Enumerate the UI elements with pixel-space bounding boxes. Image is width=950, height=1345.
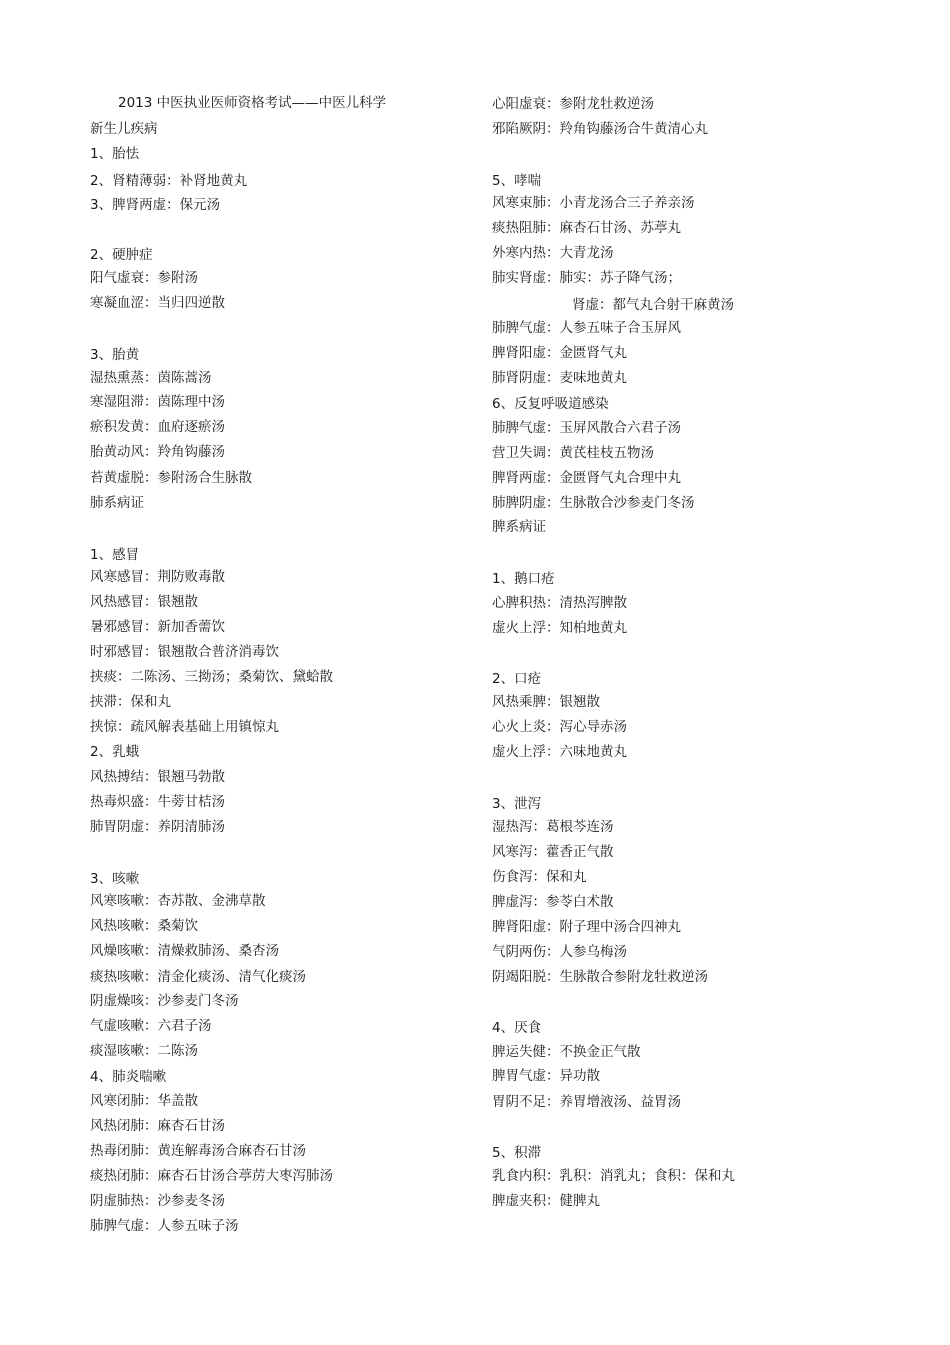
prescription-line: 痰热阻肺：麻杏石甘汤、苏葶丸	[492, 220, 681, 236]
page-title: 2013 中医执业医师资格考试——中医儿科学	[118, 95, 387, 111]
section-heading: 3、泄泻	[492, 796, 542, 812]
prescription-line: 肺肾阴虚：麦味地黄丸	[492, 370, 627, 386]
section-heading: 3、脾肾两虚：保元汤	[90, 197, 221, 213]
prescription-line: 风热感冒：银翘散	[90, 594, 198, 610]
prescription-line: 风热搏结：银翘马勃散	[90, 769, 225, 785]
section-heading: 6、反复呼吸道感染	[492, 396, 609, 412]
prescription-line: 寒湿阻滞：茵陈理中汤	[90, 394, 225, 410]
prescription-line: 伤食泻：保和丸	[492, 869, 587, 885]
prescription-line: 心阳虚衰：参附龙牡救逆汤	[492, 96, 654, 112]
prescription-line: 脾肾两虚：金匮肾气丸合理中丸	[492, 470, 681, 486]
section-heading: 2、硬肿症	[90, 247, 153, 263]
prescription-line: 脾运失健：不换金正气散	[492, 1044, 641, 1060]
section-heading: 2、乳蛾	[90, 744, 140, 760]
section-heading: 3、咳嗽	[90, 871, 140, 887]
prescription-line: 痰湿咳嗽：二陈汤	[90, 1043, 198, 1059]
section-heading: 3、胎黄	[90, 347, 140, 363]
prescription-line: 挟滞：保和丸	[90, 694, 171, 710]
prescription-line: 湿热泻：葛根芩连汤	[492, 819, 614, 835]
prescription-line: 寒凝血涩：当归四逆散	[90, 295, 225, 311]
section-heading: 肺系病证	[90, 495, 144, 511]
prescription-line: 热毒炽盛：牛蒡甘桔汤	[90, 794, 225, 810]
prescription-line: 风寒泻：藿香正气散	[492, 844, 614, 860]
prescription-line: 风寒感冒：荆防败毒散	[90, 569, 225, 585]
prescription-line: 肺脾阴虚：生脉散合沙参麦门冬汤	[492, 495, 695, 511]
prescription-line: 脾虚夹积：健脾丸	[492, 1193, 600, 1209]
prescription-line: 瘀积发黄：血府逐瘀汤	[90, 419, 225, 435]
prescription-line: 阴竭阳脱：生脉散合参附龙牡救逆汤	[492, 969, 708, 985]
section-heading: 1、感冒	[90, 547, 140, 563]
prescription-line: 胎黄动风：羚角钩藤汤	[90, 444, 225, 460]
prescription-line: 邪陷厥阴：羚角钩藤汤合牛黄清心丸	[492, 121, 708, 137]
prescription-line: 挟痰：二陈汤、三拗汤；桑菊饮、黛蛤散	[90, 669, 333, 685]
prescription-line: 风寒束肺：小青龙汤合三子养亲汤	[492, 195, 695, 211]
prescription-line: 肺实肾虚：肺实：苏子降气汤；	[492, 270, 681, 286]
prescription-line: 风寒闭肺：华盖散	[90, 1093, 198, 1109]
prescription-line: 虚火上浮：知柏地黄丸	[492, 620, 627, 636]
prescription-line: 脾胃气虚：异功散	[492, 1068, 600, 1084]
prescription-line: 风热乘脾：银翘散	[492, 694, 600, 710]
section-heading: 2、口疮	[492, 671, 542, 687]
prescription-line: 痰热咳嗽：清金化痰汤、清气化痰汤	[90, 969, 306, 985]
prescription-line: 时邪感冒：银翘散合普济消毒饮	[90, 644, 279, 660]
section-heading: 脾系病证	[492, 519, 546, 535]
section-heading: 5、积滞	[492, 1145, 542, 1161]
prescription-line: 气虚咳嗽：六君子汤	[90, 1018, 212, 1034]
prescription-line: 风寒咳嗽：杏苏散、金沸草散	[90, 893, 266, 909]
prescription-line: 气阴两伤：人参乌梅汤	[492, 944, 627, 960]
section-heading: 4、肺炎喘嗽	[90, 1069, 167, 1085]
prescription-line: 阴虚肺热：沙参麦冬汤	[90, 1193, 225, 1209]
section-heading: 1、胎怯	[90, 146, 140, 162]
prescription-line: 风燥咳嗽：清燥救肺汤、桑杏汤	[90, 943, 279, 959]
prescription-line: 脾肾阳虚：附子理中汤合四神丸	[492, 919, 681, 935]
prescription-line: 外寒内热：大青龙汤	[492, 245, 614, 261]
prescription-line: 肺脾气虚：人参五味子合玉屏风	[492, 320, 681, 336]
section-heading: 2、肾精薄弱：补肾地黄丸	[90, 173, 248, 189]
section-heading: 4、厌食	[492, 1020, 542, 1036]
prescription-line: 风热咳嗽：桑菊饮	[90, 918, 198, 934]
prescription-line: 苔黄虚脱：参附汤合生脉散	[90, 470, 252, 486]
section-heading: 新生儿疾病	[90, 121, 158, 137]
prescription-line: 乳食内积：乳积：消乳丸；食积：保和丸	[492, 1168, 735, 1184]
section-heading: 5、哮喘	[492, 173, 542, 189]
prescription-line: 肾虚：都气丸合射干麻黄汤	[572, 297, 734, 313]
prescription-line: 阳气虚衰：参附汤	[90, 270, 198, 286]
prescription-line: 心脾积热：清热泻脾散	[492, 595, 627, 611]
prescription-line: 热毒闭肺：黄连解毒汤合麻杏石甘汤	[90, 1143, 306, 1159]
prescription-line: 胃阴不足：养胃增液汤、益胃汤	[492, 1094, 681, 1110]
prescription-line: 痰热闭肺：麻杏石甘汤合葶苈大枣泻肺汤	[90, 1168, 333, 1184]
prescription-line: 肺胃阴虚：养阴清肺汤	[90, 819, 225, 835]
prescription-line: 挟惊：疏风解表基础上用镇惊丸	[90, 719, 279, 735]
prescription-line: 虚火上浮：六味地黄丸	[492, 744, 627, 760]
prescription-line: 心火上炎：泻心导赤汤	[492, 719, 627, 735]
prescription-line: 脾肾阳虚：金匮肾气丸	[492, 345, 627, 361]
prescription-line: 阴虚燥咳：沙参麦门冬汤	[90, 993, 239, 1009]
section-heading: 1、鹅口疮	[492, 571, 555, 587]
prescription-line: 暑邪感冒：新加香薷饮	[90, 619, 225, 635]
prescription-line: 营卫失调：黄芪桂枝五物汤	[492, 445, 654, 461]
prescription-line: 肺脾气虚：人参五味子汤	[90, 1218, 239, 1234]
prescription-line: 风热闭肺：麻杏石甘汤	[90, 1118, 225, 1134]
prescription-line: 肺脾气虚：玉屏风散合六君子汤	[492, 420, 681, 436]
prescription-line: 湿热熏蒸：茵陈蒿汤	[90, 370, 212, 386]
prescription-line: 脾虚泻：参苓白术散	[492, 894, 614, 910]
